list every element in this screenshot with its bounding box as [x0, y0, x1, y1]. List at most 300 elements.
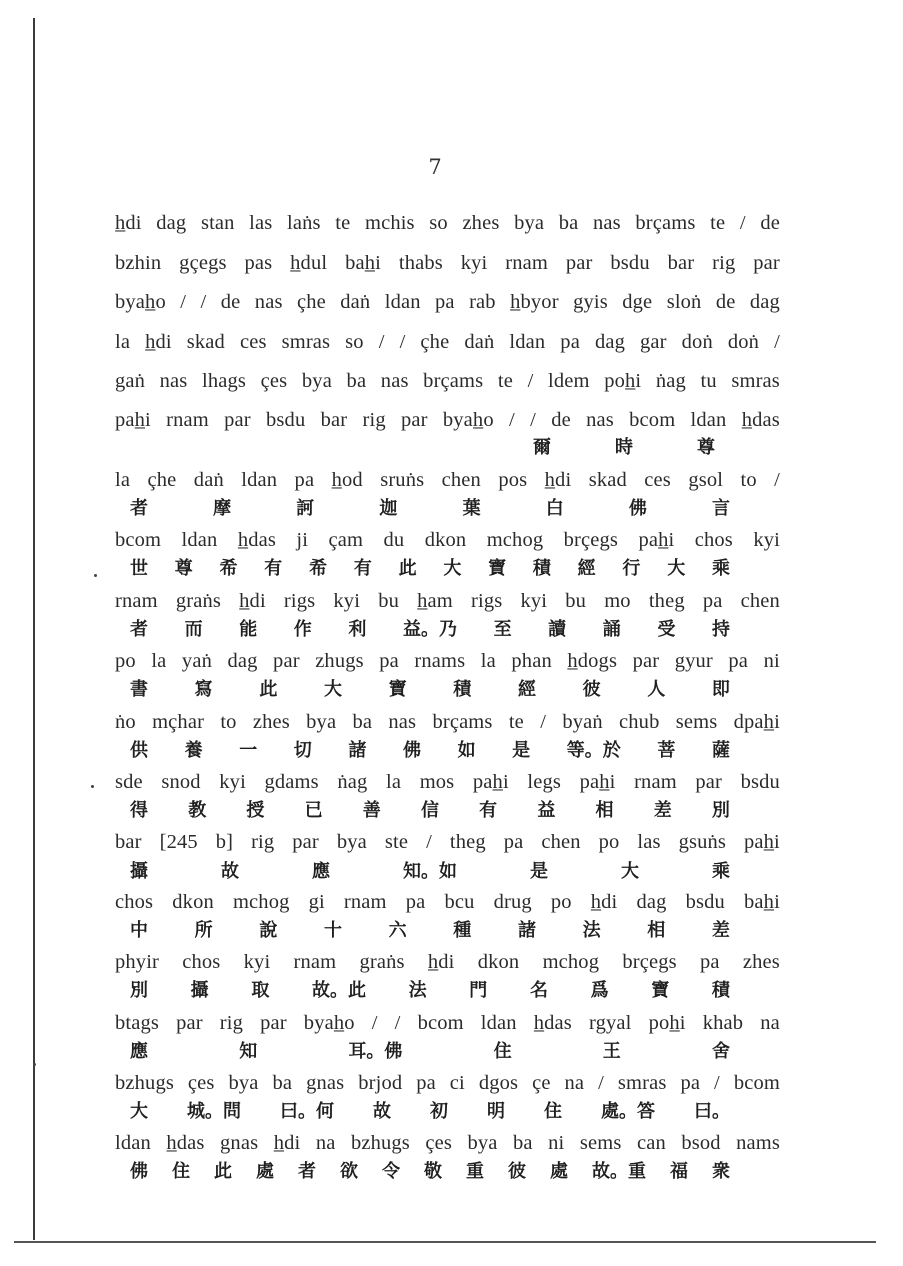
word: brjod	[358, 1072, 403, 1094]
word: h̲di	[590, 891, 618, 913]
word: /	[378, 331, 385, 353]
chinese-character: 利	[348, 619, 367, 640]
chinese-character: 知。如	[403, 861, 457, 882]
word: de	[220, 291, 241, 313]
bottom-rule	[14, 1241, 876, 1243]
word: gdams	[264, 771, 319, 793]
chinese-character: 人	[647, 679, 666, 700]
word: dge	[622, 291, 653, 313]
word: h̲di	[239, 590, 266, 612]
chinese-character: 等。於	[566, 740, 621, 761]
chinese-character: 誦	[602, 619, 621, 640]
word: /	[774, 469, 780, 491]
word: ldan	[181, 529, 218, 551]
word: bzhin	[115, 252, 162, 274]
word: snod	[161, 771, 201, 793]
chinese-character: 時	[615, 437, 633, 458]
chinese-character: 受	[657, 619, 676, 640]
chinese-character: 尊	[174, 558, 193, 579]
word: h̲am	[417, 590, 453, 612]
word: ba	[272, 1072, 293, 1094]
word: pa	[560, 331, 580, 353]
word: çam	[328, 529, 364, 551]
word: [245	[159, 831, 198, 853]
chinese-character: 初	[430, 1101, 448, 1122]
word: smras	[281, 331, 331, 353]
chinese-character: 積	[453, 679, 472, 700]
chinese-character: 如	[457, 740, 476, 761]
chinese-character: 別	[130, 980, 148, 1001]
word: mchog	[232, 891, 290, 913]
word: bah̲i	[345, 252, 381, 274]
chinese-character: 攝	[130, 861, 148, 882]
word: nas	[159, 370, 188, 392]
word: nas	[380, 370, 409, 392]
word: dag	[636, 891, 667, 913]
word: çes	[187, 1072, 215, 1094]
word: brçams	[432, 711, 493, 733]
tibetan-transliteration-line	[115, 1132, 780, 1155]
word: theg	[648, 590, 685, 612]
chinese-character: 有	[353, 558, 372, 579]
word: dag	[594, 331, 626, 353]
chinese-character: 者	[298, 1161, 316, 1182]
chinese-character: 中	[130, 920, 148, 941]
word: ṅag	[655, 370, 686, 392]
word: rgyal	[589, 1012, 632, 1034]
chinese-character: 曰。	[694, 1101, 730, 1122]
chinese-character: 迦	[379, 498, 398, 519]
word: khab	[702, 1012, 744, 1034]
word: sruṅs	[380, 469, 425, 491]
chinese-gloss-line	[130, 1157, 730, 1183]
word: zhes	[462, 212, 500, 234]
chinese-character: 別	[711, 800, 730, 821]
word: ldan	[509, 331, 546, 353]
chinese-character: 福	[670, 1161, 688, 1182]
word: pa	[405, 891, 426, 913]
chinese-character: 能	[239, 619, 258, 640]
word: h̲dogs	[567, 650, 618, 672]
word: pa	[503, 831, 524, 853]
word: rigs	[471, 590, 503, 612]
word: bu	[565, 590, 587, 612]
word: po	[550, 891, 572, 913]
word: pah̲i	[115, 409, 151, 431]
word: h̲di	[544, 469, 572, 491]
word: /	[540, 711, 547, 733]
word: /	[394, 1012, 401, 1034]
word: /	[530, 409, 536, 431]
chinese-character: 城。問	[187, 1101, 241, 1122]
tibetan-transliteration-line	[115, 469, 780, 492]
word: par	[260, 1012, 287, 1034]
word: rnam	[634, 771, 677, 793]
word: kyi	[333, 590, 361, 612]
word: h̲od	[331, 469, 363, 491]
word: kyi	[219, 771, 246, 793]
word: h̲di	[115, 212, 142, 234]
word: phyir	[115, 951, 160, 973]
chinese-character: 諸	[517, 920, 536, 941]
word: skad	[588, 469, 627, 491]
chinese-character: 知	[239, 1041, 258, 1062]
word: ldan	[690, 409, 727, 431]
word: poh̲i	[604, 370, 642, 392]
word: /	[739, 212, 746, 234]
word: kyi	[460, 252, 488, 274]
chinese-character: 佛	[402, 740, 421, 761]
word: gnas	[306, 1072, 345, 1094]
chinese-character: 爾	[533, 437, 551, 458]
chinese-character: 經	[577, 558, 596, 579]
word: ṅag	[337, 771, 368, 793]
word: pa	[294, 469, 315, 491]
word: sems	[579, 1132, 622, 1154]
word: poh̲i	[648, 1012, 686, 1034]
word: bcu	[444, 891, 475, 913]
word: rnam	[293, 951, 337, 973]
word: byaṅ	[562, 711, 603, 733]
chinese-character: 葉	[462, 498, 481, 519]
chinese-character: 信	[420, 800, 439, 821]
chinese-character: 菩	[657, 740, 676, 761]
word: rig	[219, 1012, 244, 1034]
word: can	[636, 1132, 666, 1154]
word: te	[710, 212, 726, 234]
word: rig	[362, 409, 386, 431]
word: na	[315, 1132, 336, 1154]
tibetan-transliteration-line	[115, 951, 780, 974]
chinese-character: 大	[621, 861, 639, 882]
chinese-gloss-line	[130, 494, 730, 520]
word: po	[598, 831, 620, 853]
word: bsod	[681, 1132, 721, 1154]
word: par	[753, 252, 780, 274]
word: nas	[593, 212, 621, 234]
word: pa	[728, 650, 749, 672]
word: to	[220, 711, 237, 733]
word: /	[426, 831, 432, 853]
word: h̲das	[533, 1012, 572, 1034]
chinese-character: 者	[130, 498, 148, 519]
word: pa	[702, 590, 723, 612]
word: çes	[425, 1132, 453, 1154]
chinese-character: 故。重	[592, 1161, 646, 1182]
word: bcom	[733, 1072, 780, 1094]
chinese-character: 養	[184, 740, 203, 761]
word: /	[200, 291, 207, 313]
chinese-character: 重	[466, 1161, 484, 1182]
chinese-gloss-line	[130, 554, 730, 580]
word: /	[508, 409, 515, 431]
word: nas	[388, 711, 417, 733]
word: pah̲i	[638, 529, 675, 551]
word: bsdu	[685, 891, 725, 913]
word: çes	[260, 370, 288, 392]
chinese-character: 欲	[340, 1161, 358, 1182]
word: la	[115, 469, 131, 491]
chinese-character: 敬	[424, 1161, 442, 1182]
tibetan-transliteration-line	[115, 891, 780, 914]
word: par	[292, 831, 319, 853]
word: ldem	[548, 370, 590, 392]
word: /	[714, 1072, 720, 1094]
word: skad	[186, 331, 225, 353]
word: gyis	[573, 291, 608, 313]
word: mchog	[486, 529, 544, 551]
word: mo	[604, 590, 631, 612]
word: na	[760, 1012, 780, 1034]
tibetan-transliteration-line	[115, 409, 780, 432]
word: ba	[558, 212, 579, 234]
word: h̲byor	[510, 291, 559, 313]
word: bar	[115, 831, 142, 853]
word: ji	[296, 529, 309, 551]
chinese-character: 此	[398, 558, 417, 579]
word: bya	[228, 1072, 259, 1094]
chinese-character: 得	[130, 800, 148, 821]
word: h̲di	[427, 951, 455, 973]
word: rnam	[505, 252, 549, 274]
word: bcom	[417, 1012, 464, 1034]
word: zhugs	[315, 650, 364, 672]
word: çhe	[147, 469, 177, 491]
word: bsdu	[610, 252, 650, 274]
word: ldan	[115, 1132, 151, 1154]
scan-speck	[91, 785, 94, 788]
word: smras	[731, 370, 780, 392]
word: bcom	[629, 409, 676, 431]
word: bya	[306, 711, 337, 733]
tibetan-transliteration-line	[115, 331, 780, 354]
word: sde	[115, 771, 143, 793]
word: te	[497, 370, 513, 392]
chinese-gloss-line	[130, 1037, 730, 1063]
chinese-character: 有	[479, 800, 498, 821]
chinese-character: 供	[130, 740, 148, 761]
word: mos	[419, 771, 455, 793]
chinese-character: 大	[130, 1101, 148, 1122]
word: ba	[513, 1132, 533, 1154]
tibetan-transliteration-line	[115, 650, 780, 673]
word: laṅs	[287, 212, 321, 234]
word: ces	[239, 331, 267, 353]
word: dag	[227, 650, 258, 672]
word: thabs	[398, 252, 443, 274]
chinese-character: 爲	[590, 980, 609, 1001]
word: dkon	[477, 951, 520, 973]
word: pa	[379, 650, 399, 672]
word: la	[115, 331, 131, 353]
word: theg	[449, 831, 486, 853]
chinese-character: 明	[487, 1101, 505, 1122]
word: gar	[640, 331, 667, 353]
chinese-gloss-line	[533, 433, 715, 459]
chinese-character: 令	[382, 1161, 400, 1182]
chinese-character: 授	[246, 800, 265, 821]
word: gsuṅs	[678, 831, 727, 853]
word: drug	[493, 891, 532, 913]
word: nas	[586, 409, 614, 431]
word: h̲di	[145, 331, 172, 353]
word: gsol	[688, 469, 724, 491]
word: bcom	[115, 529, 162, 551]
word: de	[760, 212, 780, 234]
tibetan-transliteration-line	[115, 1012, 780, 1035]
word: chos	[182, 951, 221, 973]
chinese-character: 所	[194, 920, 213, 941]
word: te	[508, 711, 524, 733]
word: çhe	[296, 291, 326, 313]
word: daṅ	[193, 469, 224, 491]
word: bar	[320, 409, 348, 431]
chinese-character: 十	[323, 920, 342, 941]
chinese-character: 名	[529, 980, 548, 1001]
word: lhags	[202, 370, 247, 392]
word: de	[715, 291, 736, 313]
word: h̲das	[237, 529, 277, 551]
word: phan	[511, 650, 552, 672]
chinese-character: 耳。佛	[348, 1041, 403, 1062]
word: byah̲o	[115, 291, 166, 313]
word: gnas	[220, 1132, 259, 1154]
chinese-character: 彼	[582, 679, 601, 700]
word: par	[632, 650, 660, 672]
chinese-character: 處。答	[601, 1101, 655, 1122]
word: par	[224, 409, 251, 431]
word: pah̲i	[472, 771, 509, 793]
chinese-character: 住	[493, 1041, 512, 1062]
word: ba	[352, 711, 373, 733]
word: bar	[667, 252, 695, 274]
chinese-gloss-line	[130, 1097, 730, 1123]
word: par	[273, 650, 300, 672]
chinese-character: 行	[622, 558, 641, 579]
word: bya	[467, 1132, 498, 1154]
chinese-character: 處	[256, 1161, 274, 1182]
word: ba	[346, 370, 367, 392]
word: dpah̲i	[733, 711, 780, 733]
chinese-character: 乘	[712, 861, 730, 882]
word: bsdu	[740, 771, 780, 793]
chinese-character: 寶	[488, 558, 507, 579]
word: gi	[308, 891, 325, 913]
chinese-character: 王	[602, 1041, 621, 1062]
chinese-character: 尊	[697, 437, 715, 458]
chinese-character: 是	[530, 861, 548, 882]
word: /	[180, 291, 187, 313]
chinese-character: 佛	[628, 498, 647, 519]
word: chen	[740, 590, 780, 612]
word: zhes	[252, 711, 290, 733]
chinese-character: 佛	[130, 1161, 148, 1182]
word: ṅo	[115, 711, 136, 733]
word: pa	[680, 1072, 701, 1094]
chinese-character: 差	[653, 800, 672, 821]
tibetan-transliteration-line	[115, 291, 780, 314]
word: pos	[498, 469, 528, 491]
chinese-character: 讀	[548, 619, 567, 640]
chinese-character: 即	[711, 679, 730, 700]
tibetan-transliteration-line	[115, 212, 780, 235]
chinese-character: 此	[259, 679, 278, 700]
chinese-character: 應	[312, 861, 330, 882]
tibetan-transliteration-line	[115, 1072, 780, 1095]
chinese-character: 教	[188, 800, 207, 821]
word: par	[176, 1012, 203, 1034]
word: h̲das	[741, 409, 780, 431]
word: b]	[215, 831, 234, 853]
word: par	[400, 409, 428, 431]
word: çhe	[420, 331, 450, 353]
word: bu	[378, 590, 399, 612]
chinese-character: 大	[323, 679, 342, 700]
word: brçegs	[563, 529, 619, 551]
word: doṅ	[681, 331, 713, 353]
word: ldan	[241, 469, 278, 491]
chinese-character: 言	[711, 498, 730, 519]
word: ni	[763, 650, 780, 672]
word: smras	[617, 1072, 667, 1094]
word: las	[249, 212, 273, 234]
word: te	[335, 212, 351, 234]
chinese-character: 至	[493, 619, 512, 640]
word: nams	[736, 1132, 780, 1154]
word: la	[480, 650, 496, 672]
word: stan	[200, 212, 235, 234]
word: nas	[254, 291, 283, 313]
tibetan-transliteration-line	[115, 590, 780, 613]
chinese-character: 白	[545, 498, 564, 519]
word: chos	[115, 891, 154, 913]
word: byah̲o	[442, 409, 494, 431]
chinese-gloss-line	[130, 736, 730, 762]
word: dag	[749, 291, 780, 313]
word: mchis	[364, 212, 415, 234]
word: kyi	[753, 529, 780, 551]
word: legs	[527, 771, 561, 793]
scan-speck	[33, 1063, 36, 1066]
word: chub	[619, 711, 660, 733]
chinese-character: 衆	[712, 1161, 730, 1182]
word: ci	[449, 1072, 465, 1094]
chinese-character: 故	[373, 1101, 391, 1122]
chinese-character: 世	[130, 558, 148, 579]
chinese-character: 積	[711, 980, 730, 1001]
chinese-character: 寫	[194, 679, 213, 700]
chinese-character: 持	[711, 619, 730, 640]
chinese-character: 寶	[651, 980, 670, 1001]
word: la	[386, 771, 402, 793]
word: du	[383, 529, 405, 551]
chinese-character: 取	[251, 980, 270, 1001]
chinese-character: 大	[667, 558, 686, 579]
chinese-gloss-line	[130, 796, 730, 822]
chinese-character: 諸	[348, 740, 367, 761]
word: chen	[541, 831, 581, 853]
word: gyur	[674, 650, 713, 672]
word: h̲das	[166, 1132, 205, 1154]
word: ces	[644, 469, 671, 491]
word: brçams	[635, 212, 696, 234]
tibetan-transliteration-line	[115, 831, 780, 854]
word: kyi	[243, 951, 271, 973]
chinese-character: 善	[362, 800, 381, 821]
tibetan-transliteration-line	[115, 252, 780, 275]
word: brçegs	[622, 951, 677, 973]
word: zhes	[742, 951, 780, 973]
